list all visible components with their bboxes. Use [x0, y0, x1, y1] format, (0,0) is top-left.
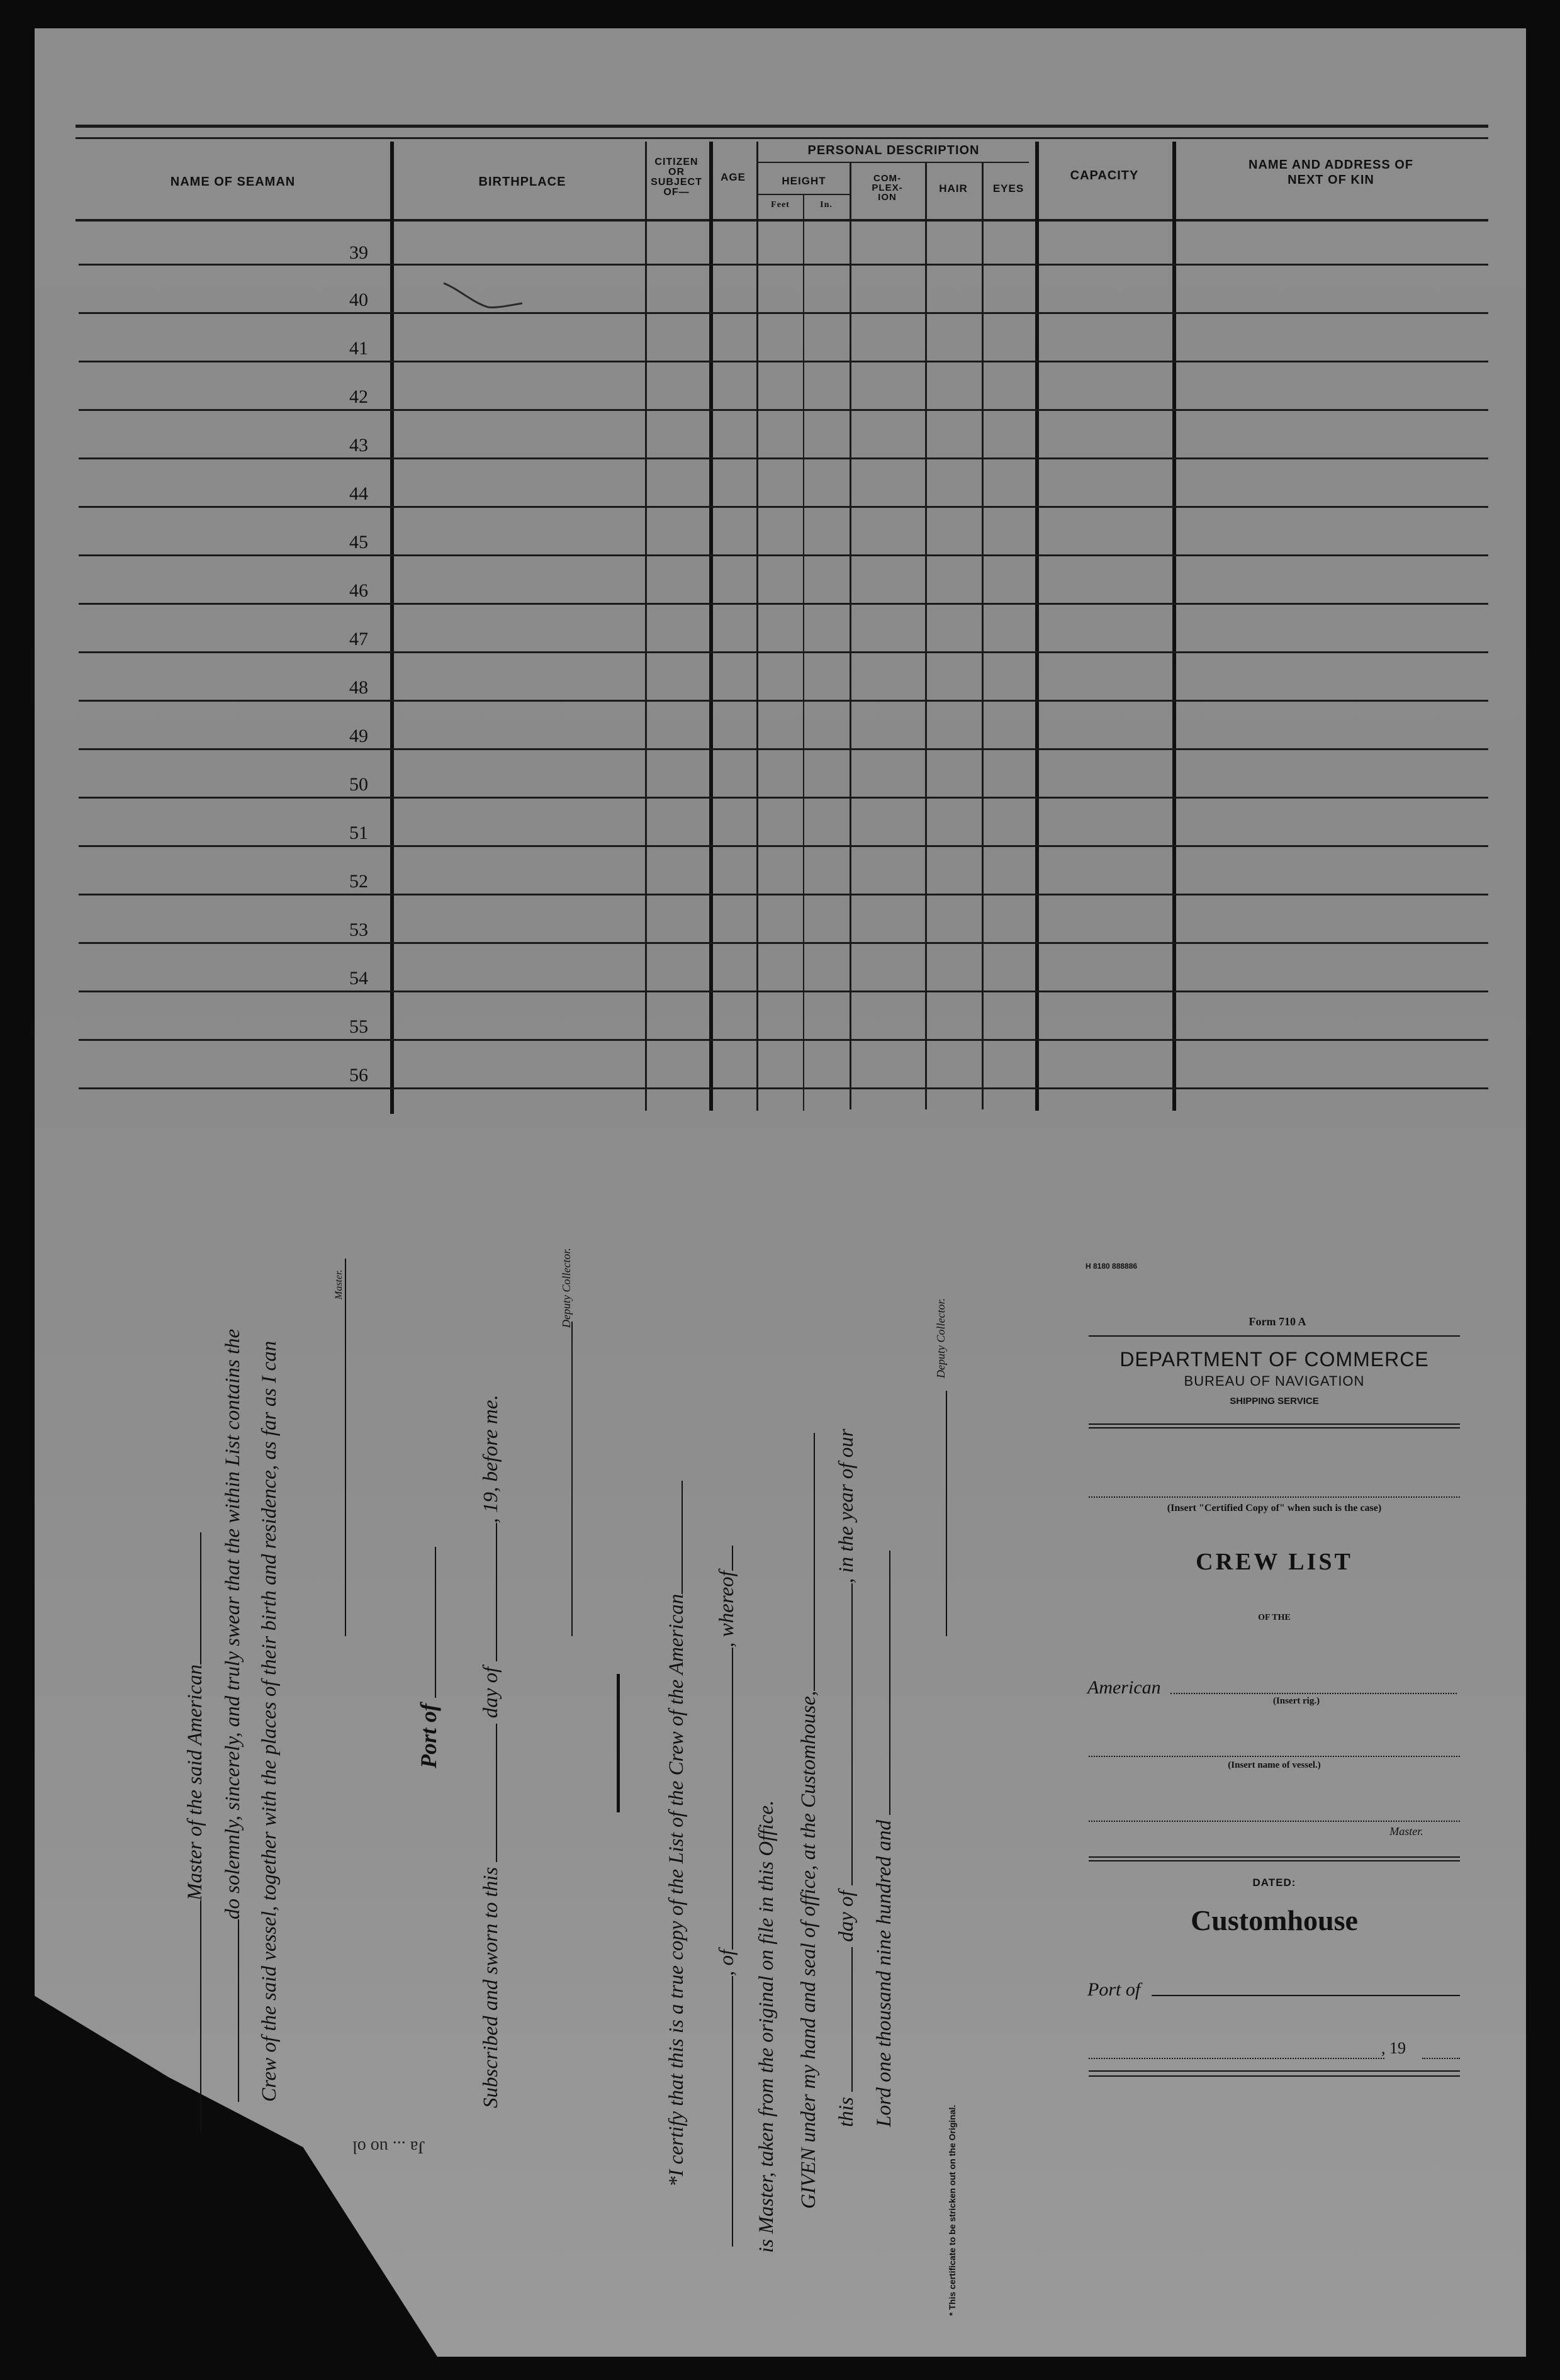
table-row-line — [79, 991, 1488, 992]
col-line-2 — [645, 142, 647, 1111]
cover-master-label: Master. — [1389, 1825, 1423, 1838]
certificate-line-3: GIVEN under my hand and seal of office, at the Customhouse, — [796, 1433, 821, 2209]
header-name-of-seaman: NAME OF SEAMAN — [170, 175, 296, 189]
section-divider — [617, 1674, 620, 1812]
service-title: SHIPPING SERVICE — [1230, 1396, 1319, 1406]
insert-vessel-note: (Insert name of vessel.) — [1228, 1760, 1321, 1770]
table-row-line — [79, 797, 1488, 799]
deputy-signature-line-1 — [554, 1322, 578, 1636]
margin-scrawl: Ja ... uo ol — [352, 2137, 425, 2157]
header-age: AGE — [721, 171, 746, 183]
insert-rig-note: (Insert rig.) — [1272, 1696, 1320, 1706]
cover-rule-6 — [1089, 2070, 1460, 2072]
form-number: Form 710 A — [1249, 1315, 1306, 1328]
certified-copy-field[interactable] — [1089, 1496, 1460, 1498]
cover-rule-4 — [1089, 1856, 1460, 1858]
col-line-9 — [1035, 142, 1039, 1111]
deputy-collector-label-2: Deputy Collector. — [934, 1298, 947, 1378]
vessel-name-field[interactable] — [1089, 1756, 1460, 1757]
row-number: 44 — [349, 483, 368, 504]
cover-year-field[interactable] — [1422, 2058, 1460, 2059]
table-row-line — [79, 361, 1488, 362]
cover-rule-7 — [1089, 2075, 1460, 2077]
header-capacity: CAPACITY — [1070, 169, 1139, 182]
table-row-line — [79, 457, 1488, 459]
row-number: 53 — [349, 919, 368, 940]
col-line-3 — [709, 142, 713, 1111]
table-row-line — [79, 506, 1488, 508]
oath-line-2: do solemnly, sincerely, and truly swear that the within List contains the — [220, 1329, 245, 2102]
header-personal-description: PERSONAL DESCRIPTION — [807, 143, 980, 157]
cover-rule-1 — [1089, 1335, 1460, 1337]
cover-rule-2 — [1089, 1423, 1460, 1425]
table-row-line — [79, 1087, 1488, 1089]
col-line-1 — [390, 142, 394, 1114]
table-row-line — [79, 554, 1488, 556]
row-number: 55 — [349, 1016, 368, 1037]
certificate-footnote: * This certificate to be stricken out on the Original. — [947, 2104, 957, 2316]
header-next-of-kin: NAME AND ADDRESS OF NEXT OF KIN — [1249, 158, 1413, 187]
customhouse-title: Customhouse — [1191, 1904, 1358, 1936]
row-number: 52 — [349, 871, 368, 892]
master-signature-line — [327, 1259, 352, 1636]
master-label: Master. — [334, 1269, 344, 1299]
row-number: 47 — [349, 629, 368, 649]
oath-subscribed-line: Subscribed and sworn to this day of , 19, before me. — [480, 1395, 502, 2108]
certificate-line-1: *I certify that this is a true copy of the List of the Crew of the American — [664, 1481, 688, 2187]
col-line-6 — [850, 162, 851, 1109]
row-number: 51 — [349, 822, 368, 843]
deputy-collector-label-1: Deputy Collector. — [560, 1248, 573, 1328]
table-top-border-2 — [76, 137, 1488, 139]
cover-port-field[interactable] — [1152, 1995, 1460, 1996]
header-bottom-border — [76, 219, 1488, 222]
print-code: H 8180 888886 — [1086, 1262, 1138, 1271]
table-row-line — [79, 312, 1488, 314]
table-top-border — [76, 125, 1488, 128]
table-row-line — [79, 264, 1488, 266]
cover-year-label: , 19 — [1381, 2039, 1406, 2057]
row-number: 48 — [349, 677, 368, 698]
oath-line-3: Crew of the said vessel, together with the places of their birth and residence, as far as I can — [258, 1340, 281, 2102]
table-row-line — [79, 700, 1488, 702]
row-number: 45 — [349, 532, 368, 553]
deputy-signature-line-2 — [928, 1391, 953, 1636]
header-birthplace: BIRTHPLACE — [478, 175, 566, 189]
table-row-line — [79, 894, 1488, 895]
col-line-8 — [982, 162, 984, 1109]
row-number: 43 — [349, 435, 368, 456]
oath-line-1: Master of the said American — [182, 1532, 207, 2133]
certificate-line-2: is Master, taken from the original on file in this Office. — [755, 1800, 778, 2253]
cover-rule-5 — [1089, 1860, 1460, 1861]
cover-port-of-label: Port of — [1087, 1979, 1141, 2000]
american-label: American — [1087, 1677, 1161, 1698]
row-number: 39 — [349, 242, 368, 263]
of-the-label: OF THE — [1258, 1613, 1291, 1622]
cover-rule-3 — [1089, 1427, 1460, 1429]
oath-port-of: Port of — [415, 1547, 442, 1768]
header-height: HEIGHT — [782, 175, 826, 187]
header-hair: HAIR — [939, 182, 968, 194]
table-row-line — [79, 845, 1488, 847]
rig-field[interactable] — [1170, 1693, 1457, 1694]
header-inches: In. — [820, 200, 833, 210]
table-row-line — [79, 748, 1488, 750]
bureau-title: BUREAU OF NAVIGATION — [1184, 1373, 1365, 1389]
row-number: 41 — [349, 338, 368, 359]
crew-list-title: CREW LIST — [1196, 1549, 1353, 1575]
row-number: 50 — [349, 774, 368, 795]
col-line-4 — [756, 142, 758, 1111]
row-number: 46 — [349, 580, 368, 601]
department-title: DEPARTMENT OF COMMERCE — [1119, 1348, 1429, 1371]
col-line-10 — [1172, 142, 1176, 1111]
certified-copy-note: (Insert "Certified Copy of" when such is the case) — [1167, 1503, 1382, 1513]
table-row-line — [79, 603, 1488, 605]
table-row-line — [79, 651, 1488, 653]
table-row-line — [79, 942, 1488, 944]
header-complexion: COM- PLEX- ION — [872, 173, 903, 203]
certificate-line-lord: Lord one thousand nine hundred and — [872, 1551, 896, 2127]
col-line-7 — [925, 162, 927, 1109]
row-number: 42 — [349, 386, 368, 407]
row-number: 56 — [349, 1065, 368, 1086]
header-feet: Feet — [771, 200, 790, 210]
header-eyes: EYES — [992, 182, 1024, 194]
row-number: 49 — [349, 726, 368, 746]
check-mark-icon — [441, 277, 529, 315]
table-row-line — [79, 409, 1488, 411]
certificate-line-this: this day of , in the year of our — [835, 1429, 858, 2127]
row-number: 40 — [349, 289, 368, 310]
personal-description-rule — [758, 162, 1029, 163]
cover-date-field[interactable] — [1089, 2058, 1384, 2059]
header-citizen: CITIZEN OR SUBJECT OF— — [651, 157, 702, 198]
row-number: 54 — [349, 968, 368, 989]
certificate-line-of: , of, whereof — [714, 1546, 739, 2247]
master-field[interactable] — [1089, 1821, 1460, 1822]
table-row-line — [79, 1039, 1488, 1041]
dated-label: DATED: — [1252, 1877, 1296, 1889]
